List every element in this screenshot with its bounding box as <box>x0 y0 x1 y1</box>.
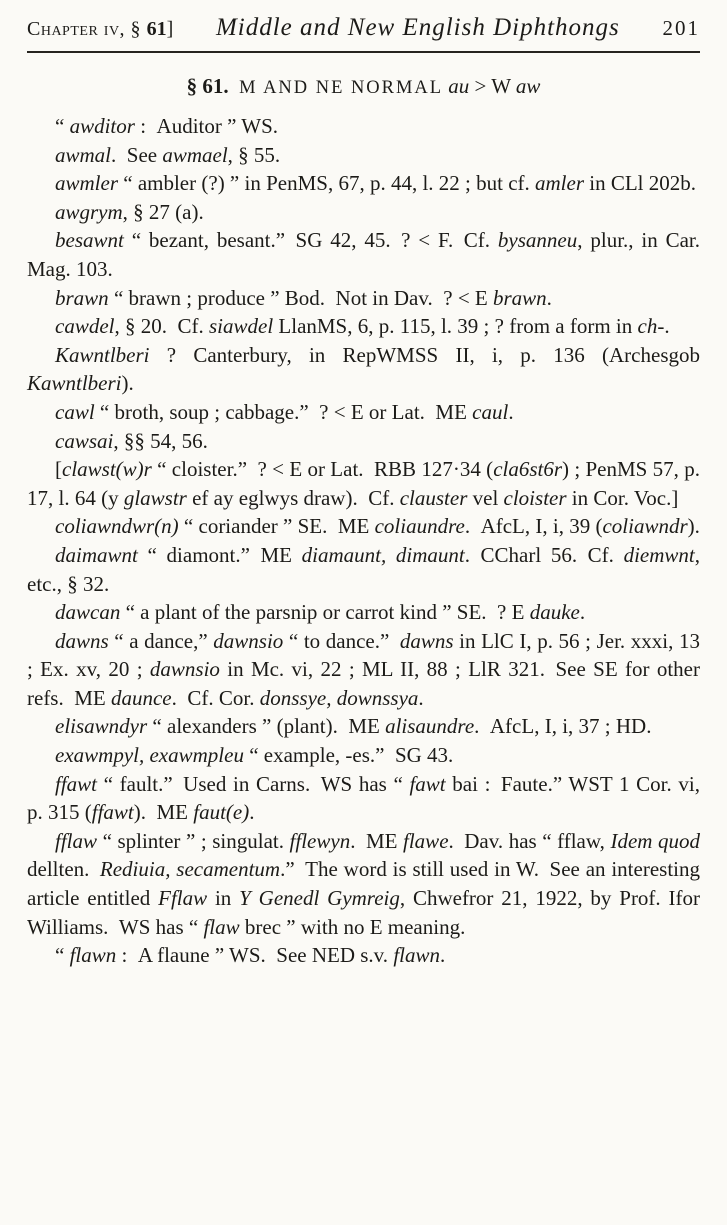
text-run: , etc., § 32. <box>27 542 701 596</box>
running-header <box>27 14 700 42</box>
text-run: clauster <box>399 485 468 510</box>
text-run: Chapter iv, § <box>27 18 147 40</box>
text-run: Y Genedl Gymreig <box>239 886 400 911</box>
text-run: dauke <box>529 600 580 625</box>
text-run: flawn <box>69 943 117 968</box>
text-run: : Auditor ” WS. <box>134 114 279 138</box>
text-run: , § 55. <box>227 142 281 167</box>
text-run: “ bezant, besant.” SG 42, 45. ? < F. Cf. <box>123 228 498 253</box>
text-run: besawnt <box>55 228 124 253</box>
text-run: “ ambler (?) ” in PenMS, 67, p. 44, l. 22 ; but cf. <box>118 171 536 196</box>
text-run: , § 20. Cf. <box>114 314 209 339</box>
text-run: “ cloister.” ? < E or Lat. RBB 127·34 ( <box>151 457 494 482</box>
entry-awmal <box>27 141 700 170</box>
text-run: in Mc. vi, 22 ; ML II, 88 ; LlR 321. See SE for other refs. ME <box>27 657 700 710</box>
text-run: fawt <box>409 771 446 796</box>
text-run: faut(e) <box>193 800 250 825</box>
entry-dawns <box>27 627 700 713</box>
text-run: awgrym <box>55 199 123 224</box>
text-run: flawn <box>393 943 440 968</box>
entry-fflaw <box>27 827 700 941</box>
text-run: , Chwefror 21, 1922, by Prof. Ifor Williams. WS has “ <box>27 886 700 939</box>
entry-awmler <box>27 169 700 198</box>
text-run: dawcan <box>55 600 121 625</box>
text-run: vel <box>467 485 504 510</box>
section-heading <box>27 74 700 99</box>
text-run: donssye, downssya <box>259 685 419 710</box>
text-run: diamaunt, dimaunt <box>301 542 465 567</box>
text-run: flawe <box>403 828 449 853</box>
text-run: dawnsio <box>149 657 220 682</box>
text-run: in Cor. Voc.] <box>566 485 679 510</box>
text-run: aw <box>515 74 541 98</box>
text-run: . See <box>111 142 163 167</box>
text-run: ffawt <box>55 771 98 796</box>
text-run: ? Canterbury, in RepWMSS II, i, p. 136 (Archesgob <box>149 342 700 367</box>
entry-clawstwr <box>27 455 700 512</box>
text-run: ffawt <box>91 800 134 825</box>
text-run: au <box>448 74 470 98</box>
header-rule <box>27 51 700 53</box>
text-run: , § 27 (a). <box>122 199 204 224</box>
text-run: LlanMS, 6, p. 115, l. 39 ; ? from a form in <box>273 314 638 339</box>
text-run: awmael <box>162 142 228 167</box>
text-run: [ <box>55 457 62 482</box>
text-run: . AfcL, I, i, 39 ( <box>464 514 603 539</box>
text-run: . ME <box>350 828 404 853</box>
text-run: elisawndyr <box>55 714 148 739</box>
text-run: cawl <box>55 399 95 424</box>
text-run: . <box>418 685 424 710</box>
text-run: cawsai <box>55 428 114 453</box>
text-run: ). <box>121 371 134 396</box>
text-run: Fflaw <box>158 886 208 911</box>
entry-cawdel <box>27 312 700 341</box>
text-run: alisaundre <box>385 714 475 739</box>
text-run: amler <box>535 171 585 196</box>
text-run: . <box>440 943 446 968</box>
text-run: . CCharl 56. Cf. <box>464 542 624 567</box>
text-run: awmler <box>55 171 118 196</box>
text-run: “ broth, soup ; cabbage.” ? < E or Lat. ME <box>94 399 473 424</box>
text-run: cla6st6r <box>493 457 563 482</box>
text-run <box>229 74 240 98</box>
entry-exawmpyl <box>27 741 700 770</box>
entry-awditor <box>27 112 700 141</box>
text-run: . AfcL, I, i, 37 ; HD. <box>474 714 652 739</box>
text-run: “ <box>55 943 70 968</box>
text-run: Kawntlberi <box>27 371 122 396</box>
running-title: Middle and New English Diphthongs <box>215 14 620 41</box>
entry-coliawndwr <box>27 512 700 541</box>
entry-daimawnt <box>27 541 700 598</box>
entry-elisawndyr <box>27 712 700 741</box>
entry-ffawt <box>27 770 700 827</box>
text-run: . <box>546 285 552 310</box>
text-run: daunce <box>110 685 172 710</box>
text-run: “ coriander ” SE. ME <box>178 514 375 539</box>
text-run: fflaw <box>55 828 98 853</box>
text-run: diemwnt <box>623 542 695 567</box>
text-run: glawstr <box>123 485 187 510</box>
text-run: ch- <box>637 314 665 339</box>
text-run: , §§ 54, 56. <box>113 428 208 453</box>
text-run: . Cf. Cor. <box>171 685 260 710</box>
text-run: ) ; PenMS 57, p. 17, l. 64 (y <box>27 457 700 510</box>
entry-dawcan <box>27 598 700 627</box>
text-run: Idem quod <box>610 828 701 853</box>
text-run: M AND NE NORMAL <box>239 77 443 97</box>
entry-brawn <box>27 284 700 313</box>
text-run: “ brawn ; produce ” Bod. Not in Dav. ? < E <box>108 285 493 310</box>
text-run: “ alexanders ” (plant). ME <box>147 714 386 739</box>
text-run: bai : Faute.” WST 1 Cor. vi, p. 315 ( <box>27 771 700 825</box>
text-run: > W <box>469 74 516 98</box>
text-run: cawdel <box>55 314 115 339</box>
text-run: ). <box>687 514 700 539</box>
text-run: “ fault.” Used in Carns. WS has “ <box>97 771 410 796</box>
text-run: siawdel <box>208 314 274 339</box>
text-run: “ to dance.” <box>283 628 400 653</box>
text-run: Rediuia, secamentum <box>99 857 281 882</box>
text-run: “ a dance,” <box>108 628 214 653</box>
text-run: dawns <box>55 628 109 653</box>
text-run: in CLl 202b. <box>584 171 697 196</box>
text-run: Kawntlberi <box>55 342 150 367</box>
text-run: . <box>508 399 514 424</box>
text-run: cloister <box>503 485 567 510</box>
text-run: awditor <box>69 114 135 138</box>
text-run: . Dav. has “ fflaw, <box>448 828 611 853</box>
text-run: daimawnt <box>55 542 138 567</box>
text-run: “ example, -es.” SG 43. <box>243 743 454 768</box>
text-run: 61 <box>146 18 167 40</box>
text-run: in LlC I, p. 56 ; Jer. xxxi, 13 ; Ex. xv, 20 ; <box>27 628 700 682</box>
text-run: § 61. <box>186 74 229 98</box>
entry-kawntlberi <box>27 341 700 398</box>
text-run: clawst(w)r <box>62 457 152 482</box>
text-run: fflewyn <box>289 828 351 853</box>
chapter-reference <box>27 18 173 41</box>
page-number: 201 <box>662 16 700 40</box>
text-run: dawnsio <box>213 628 284 653</box>
text-run: brawn <box>492 285 547 310</box>
entry-cawl <box>27 398 700 427</box>
text-run: in <box>207 886 240 911</box>
glossary-entries <box>27 112 700 970</box>
entry-flawn <box>27 941 700 970</box>
text-run: flaw <box>203 914 240 939</box>
text-run: “ diamont.” ME <box>137 542 302 567</box>
text-run: awmal <box>55 142 112 167</box>
text-run: . <box>249 800 255 825</box>
text-run: coliawndr <box>602 514 688 539</box>
text-run: bysanneu <box>497 228 578 253</box>
text-run: ] <box>166 18 174 40</box>
text-run: coliaundre <box>374 514 465 539</box>
text-run: , plur., in Car. Mag. 103. <box>27 228 701 281</box>
text-run: dellten. <box>27 857 100 882</box>
text-run: caul <box>472 399 509 424</box>
text-run: dawns <box>399 628 454 653</box>
text-run: brawn <box>55 285 109 310</box>
text-run: coliawndwr(n) <box>55 514 179 539</box>
text-run: exawmpyl, exawmpleu <box>55 743 244 768</box>
text-run: “ <box>55 114 70 138</box>
text-run: : A flaune ” WS. See NED s.v. <box>116 943 394 968</box>
text-run: . <box>579 600 586 625</box>
text-run: ). ME <box>133 800 194 825</box>
text-run: “ a plant of the parsnip or carrot kind ” SE. ? E <box>120 600 530 625</box>
entry-cawsai <box>27 427 700 456</box>
text-run: “ splinter ” ; singulat. <box>97 828 290 853</box>
text-run: brec ” with no E meaning. <box>239 914 466 939</box>
text-run: .” The word is still used in W. See an interesting article entitled <box>27 857 700 911</box>
entry-awgrym <box>27 198 700 227</box>
entry-besawnt <box>27 226 700 283</box>
text-run: . <box>664 314 670 339</box>
text-run: ef ay eglwys draw). Cf. <box>186 485 400 510</box>
